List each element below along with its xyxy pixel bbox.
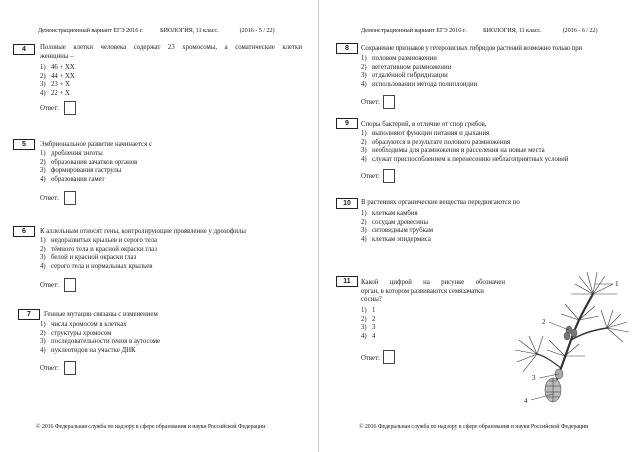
question-text-line: Генные мутации связаны с изменением [44,311,158,318]
figure-label-3: 3 [532,374,536,382]
option-item[interactable]: 2) образования зачатков органов [40,158,138,166]
answer-label: Ответ: [40,195,59,202]
option-item[interactable]: 4) серого тела и нормальных крыльев [40,262,153,270]
option-item[interactable]: 3) формирования гаструлы [40,167,122,175]
page-footer: © 2016 Федеральная служба по надзору в сфере образования и науки Российской Федерации [36,424,266,430]
question-number: 4 [13,44,35,55]
option-item[interactable]: 2) тёмного тела и красной окраски глаз [40,245,157,253]
question-text [40,44,302,61]
header-title: Демонстрационный вариант ЕГЭ 2016 г. [38,27,143,34]
question-text [40,228,302,237]
question-text [361,199,631,208]
question-text-line: В растениях органические вещества передвигаются по [361,199,520,206]
option-item[interactable]: 1) числа хромосом в клетках [40,321,127,328]
question-number: 5 [13,139,35,150]
options-list [361,307,375,341]
option-item[interactable]: 2) 44 + XX [40,72,75,80]
answer-box[interactable] [383,95,395,109]
option-item[interactable]: 1) 1 [361,307,376,314]
option-item[interactable]: 1) половом размножении [361,55,437,62]
question-number: 11 [336,276,358,287]
options-list [361,55,477,89]
question-text-line: Споры бактерий, в отличие от спор грибов, [361,121,487,128]
option-item[interactable]: 4) использовании метода полиплоидии [361,80,478,88]
question-text [40,141,302,150]
answer-label: Ответ: [361,173,380,180]
question-text-line: Какой цифрой на рисунке обозначен [361,279,505,286]
option-item[interactable]: 4) образования гамет [40,175,105,183]
question-text-line: К аллельным относят гены, контролирующие проявление у дрозофилы [40,228,246,235]
answer-label: Ответ: [40,365,59,372]
answer-label: Ответ: [40,282,59,289]
option-item[interactable]: 3) белой и красной окраски глаз [40,254,137,262]
option-item[interactable]: 4) 4 [361,332,376,340]
option-item[interactable]: 3) необходимы для размножения и расселения на новые места [361,147,545,155]
option-item[interactable]: 2) структуры хромосом [40,329,112,337]
options-list [361,210,433,244]
option-item[interactable]: 3) 23 + X [40,81,70,89]
option-item[interactable]: 4) служат приспособлением к перенесению неблагоприятных условий [361,155,569,163]
options-list [40,237,157,271]
answer-label: Ответ: [40,105,59,112]
option-item[interactable]: 1) 46 + XX [40,64,75,71]
option-item[interactable]: 3) отдалённой гибридизации [361,72,448,80]
header-page-number: (2016 - 5 / 22) [239,27,275,34]
answer-label: Ответ: [361,355,380,362]
option-item[interactable]: 3) последовательности генов в аутосоме [40,338,161,346]
question-text [44,311,306,320]
question-number: 6 [13,226,35,237]
option-item[interactable]: 2) 2 [361,315,376,323]
option-item[interactable]: 2) вегетативном размножении [361,63,452,71]
header-page-number: (2016 - 6 / 22) [562,27,598,34]
question-number: 10 [336,198,358,209]
figure-label-2: 2 [542,318,546,326]
option-item[interactable]: 3) ситовидным трубкам [361,227,434,235]
option-item[interactable]: 1) дробления зиготы [40,150,103,157]
question-text [361,279,505,305]
option-item[interactable]: 4) нуклеотидов на участке ДНК [40,346,136,354]
option-item[interactable]: 2) образуются в результате полового размножения [361,138,511,146]
answer-box[interactable] [64,191,76,205]
answer-box[interactable] [383,169,395,183]
answer-label: Ответ: [361,99,380,106]
option-item[interactable]: 1) выполняют функции питания и дыхания [361,130,490,137]
right-page [319,0,638,452]
option-item[interactable]: 1) недоразвитых крыльев и серого тела [40,237,158,244]
figure-label-4: 4 [524,397,528,405]
answer-box[interactable] [383,350,395,364]
option-item[interactable]: 2) сосудам древесины [361,218,429,226]
page-footer: © 2016 Федеральная служба по надзору в сфере образования и науки Российской Федерации [359,424,589,430]
option-item[interactable]: 4) клеткам эпидермиса [361,235,431,243]
option-item[interactable]: 3) 3 [361,324,376,332]
question-text-line: Эмбриональное развитие начинается с [40,141,153,148]
question-text [361,121,631,130]
options-list [40,150,137,184]
header-subject: БИОЛОГИЯ, 11 класс. [159,27,219,34]
header-subject: БИОЛОГИЯ, 11 класс. [482,27,542,34]
page-header [361,27,597,34]
page-header [38,27,274,34]
question-number: 8 [336,43,358,54]
answer-box[interactable] [64,361,76,375]
question-text-line: женщины – [40,52,74,60]
question-text-line: Сохранение признаков у гетерозисных гибридов растений возможно только при [361,45,583,52]
question-text-line: сосны? [361,296,382,303]
options-list [40,64,75,98]
question-number: 7 [18,309,40,320]
answer-box[interactable] [64,278,76,292]
option-item[interactable]: 1) клеткам камбия [361,210,418,217]
question-number: 9 [336,118,358,129]
question-text-line: Половые клетки человека содержат 23 хромосомы, а соматические клетки [40,44,302,51]
header-title: Демонстрационный вариант ЕГЭ 2016 г. [361,27,466,34]
answer-box[interactable] [64,101,76,115]
question-text [361,45,631,54]
options-list [361,130,568,164]
pine-branch-illustration [509,270,633,410]
option-item[interactable]: 4) 22 + X [40,89,70,97]
figure-label-1: 1 [615,280,619,288]
question-text-line: орган, в котором развиваются семязачатки [361,287,484,295]
options-list [40,321,160,355]
